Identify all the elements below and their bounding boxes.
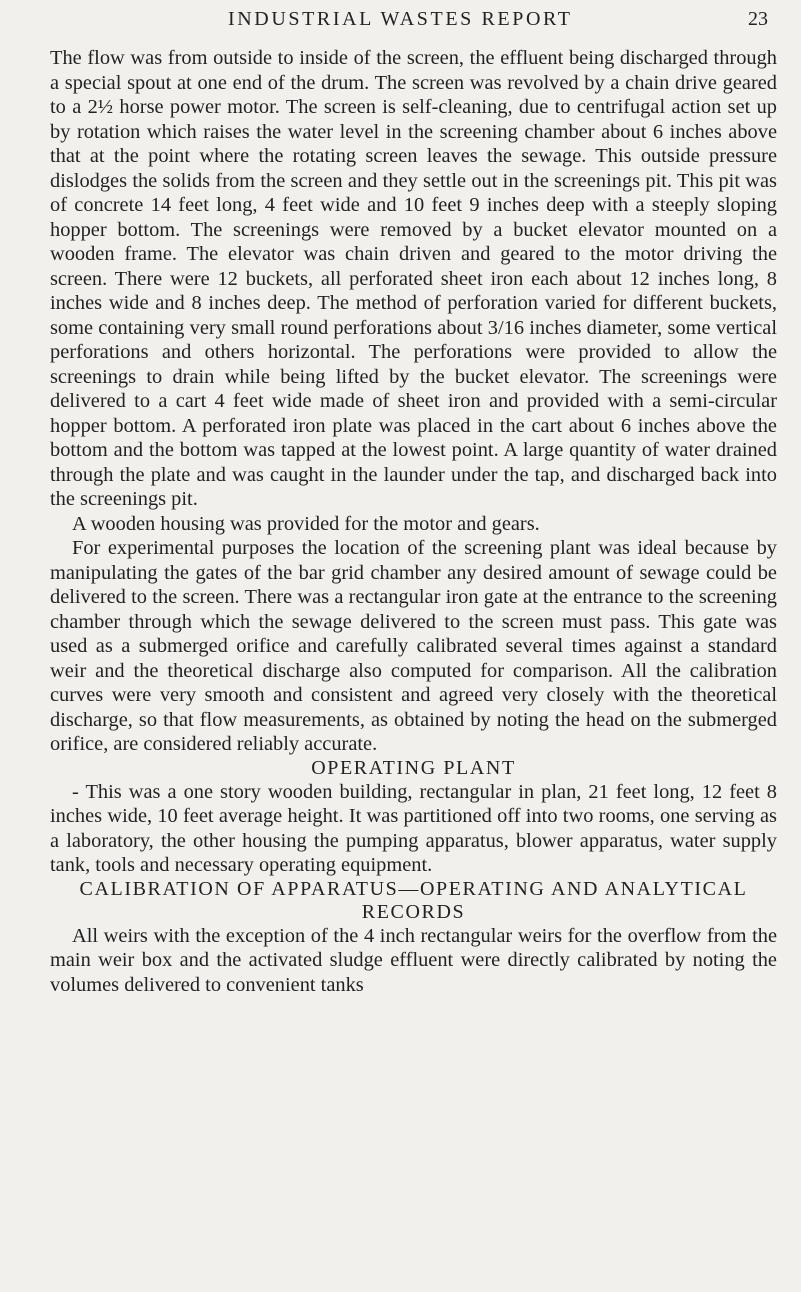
paragraph-screen-description: The flow was from outside to inside of the screen, the effluent being discharged through a special spout at one end of the drum. The screen was revolved by a chain drive geared to a 2½ horse power motor. The screen is self-cleaning, due to centrifugal action set up by rotation which raises the water level in the screening chamber about 6 inches above that at the point where the rotating screen leaves the sewage. This outside pressure dislodges the solids from the screen and they settle out in the screenings pit. This pit was of concrete 14 feet long, 4 feet wide and 10 feet 9 inches deep with a steeply sloping hopper bottom. The screenings were removed by a bucket elevator mounted on a wooden frame. The elevator was chain driven and geared to the motor driving the screen. There were 12 buckets, all perforated sheet iron each about 12 inches long, 8 inches wide and 8 inches deep. The method of perforation varied for different buckets, some containing very small round perforations about 3/16 inches diameter, some vertical perforations and others horizontal. The perforations were provided to allow the screenings to drain while being lifted by the bucket elevator. The screenings were delivered to a cart 4 feet wide made of sheet iron and provided with a semi-circular hopper bottom. A perforated iron plate was placed in the cart about 6 inches above the bottom and the bottom was tapped at the lowest point. A large quantity of water drained through the plate and was caught in the launder under the tap, and discharged back into the screenings pit. bbox=[50, 47, 777, 510]
running-header bbox=[0, 6, 801, 36]
paragraph-experimental-purposes: For experimental purposes the location of the screening plant was ideal because by manipulating the gates of the bar grid chamber any desired amount of sewage could be delivered to the screen. There was a rectangular iron gate at the entrance to the screening chamber through which the sewage delivered to the screen must pass. This gate was used as a submerged orifice and carefully calibrated several times against a standard weir and the theoretical discharge also computed for comparison. All the calibration curves were very smooth and consistent and agreed very closely with the theoretical discharge, so that flow measurements, as obtained by noting the head on the submerged orifice, are considered reliably accurate. bbox=[50, 537, 777, 755]
page-number: 23 bbox=[748, 8, 768, 30]
running-title: INDUSTRIAL WASTES REPORT bbox=[228, 8, 573, 30]
heading-calibration: CALIBRATION OF APPARATUS—OPERATING AND ANALYTICAL RECORDS bbox=[79, 877, 748, 923]
paragraph-calibration: All weirs with the exception of the 4 inch rectangular weirs for the overflow from the main weir box and the activated sludge effluent were directly calibrated by noting the volumes delivered to convenient tanks bbox=[50, 924, 777, 996]
body-text bbox=[50, 46, 777, 997]
paragraph-operating-plant: - This was a one story wooden building, rectangular in plan, 21 feet long, 12 feet 8 inches wide, 10 feet average height. It was partitioned off into two rooms, one serving as a laboratory, the other housing the pumping apparatus, blower apparatus, water supply tank, tools and necessary operating equipment. bbox=[50, 780, 777, 876]
paragraph-wooden-housing: A wooden housing was provided for the motor and gears. bbox=[72, 512, 540, 535]
heading-operating-plant: OPERATING PLANT bbox=[311, 756, 516, 779]
